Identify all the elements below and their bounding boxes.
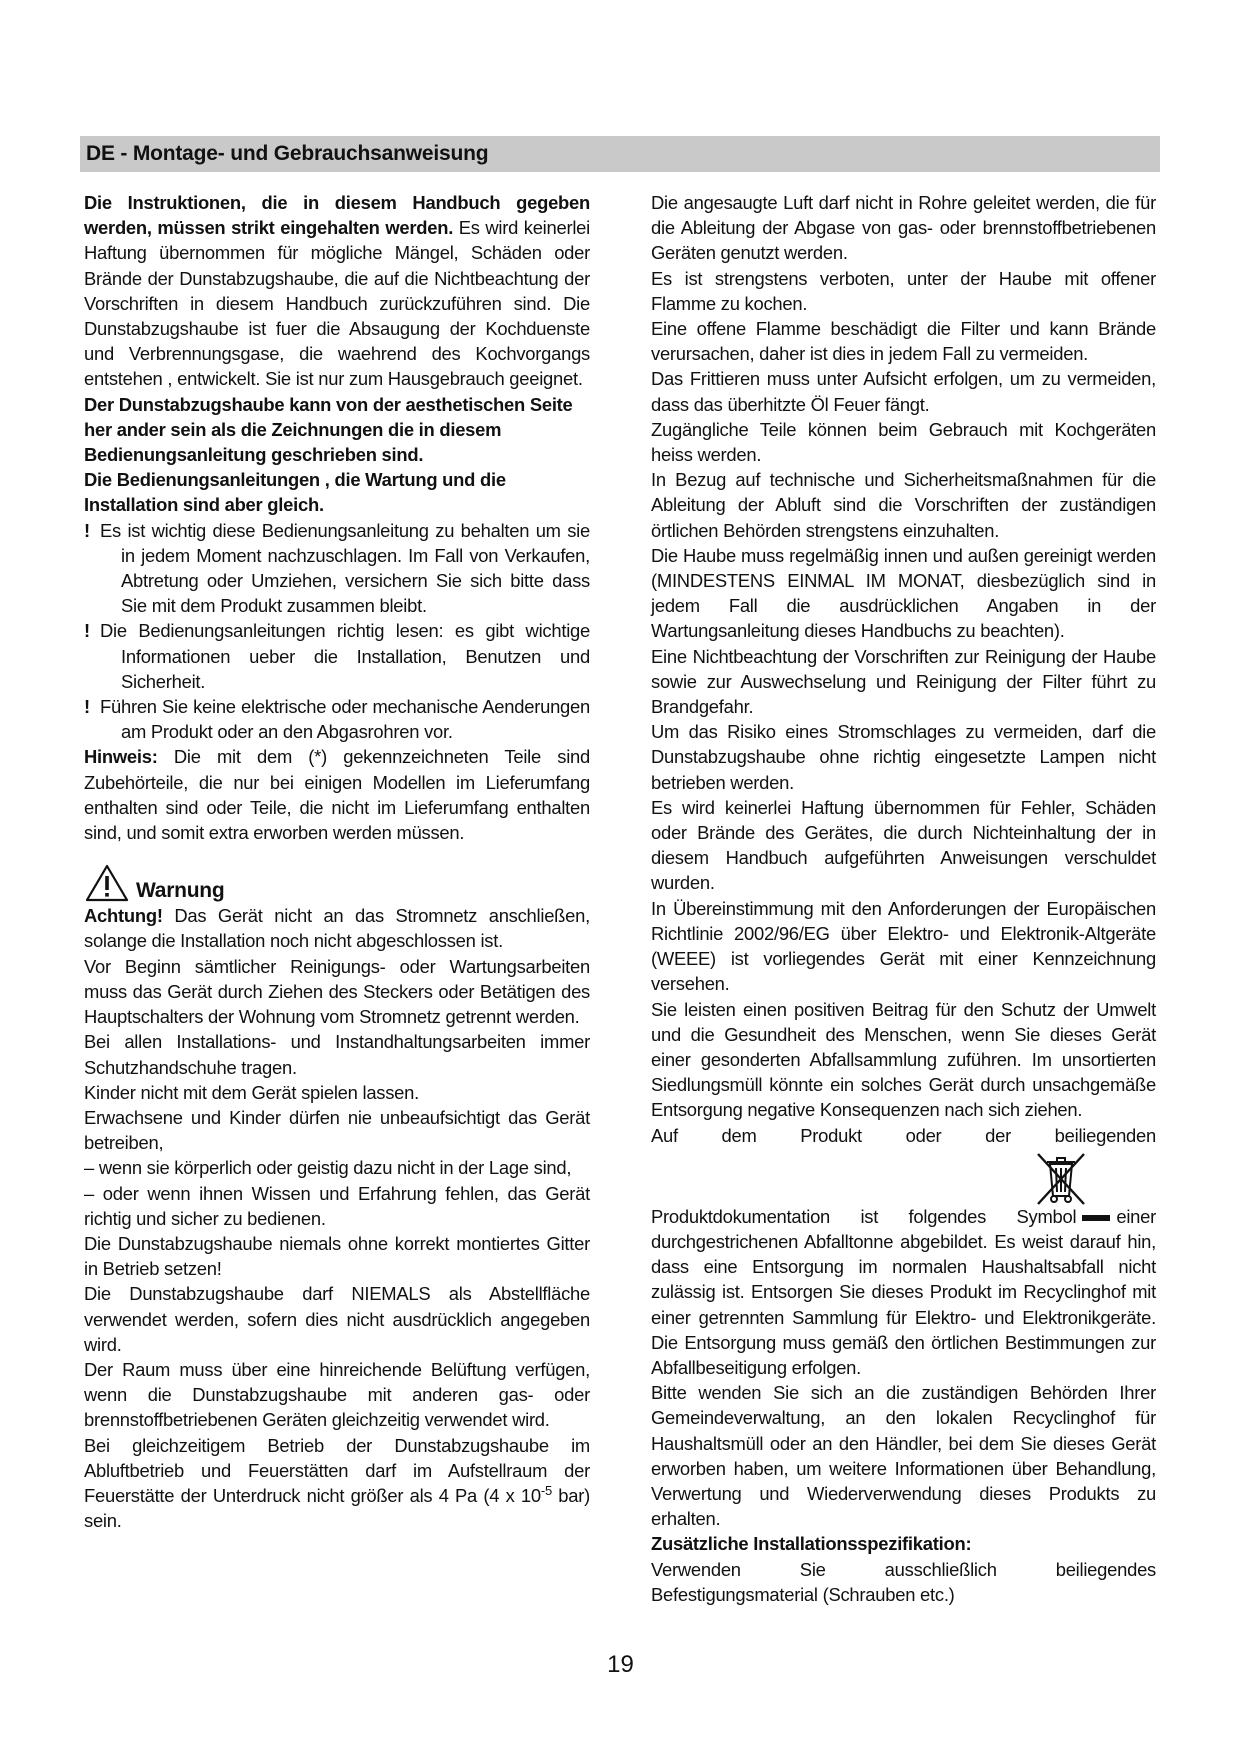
symbol-bar-icon bbox=[1082, 1215, 1110, 1221]
section-header bbox=[80, 136, 1160, 172]
right-column bbox=[651, 190, 1156, 1607]
same-note: Die Bedienungsanleitungen , die Wartung und die Installation sind aber gleich. bbox=[84, 469, 506, 516]
air-paragraph: Die angesaugte Luft darf nicht in Rohre geleitet werden, die für die Ableitung der Abgase von gas- oder brennstoffbetriebenen Geräten genutzt werden. bbox=[651, 192, 1156, 264]
cleaning-paragraph: Vor Beginn sämtlicher Reinigungs- oder Wartungsarbeiten muss das Gerät durch Ziehen des Steckers oder Betätigen des Hauptschalters der Wohnung vom Stromnetz getrennt werden. bbox=[84, 955, 590, 1028]
spec-paragraph: Verwenden Sie ausschließlich beiliegendes Befestigungsmaterial (Schrauben etc.) bbox=[651, 1558, 1156, 1605]
bullet-no-modifications bbox=[84, 694, 590, 744]
note-label: Hinweis: bbox=[84, 746, 158, 768]
flame-paragraph: Es ist strengstens verboten, unter der Haube mit offener Flamme zu kochen. bbox=[651, 267, 1156, 314]
lamps-paragraph: Um das Risiko eines Stromschlages zu vermeiden, darf die Dunstabzugshaube ohne richtig eingesetzte Lampen nicht betrieben werden. bbox=[651, 721, 1156, 793]
note-paragraph bbox=[84, 744, 590, 845]
dash-item-ability: – wenn sie körperlich oder geistig dazu nicht in der Lage sind, bbox=[84, 1157, 572, 1179]
regulations-paragraph: In Bezug auf technische und Sicherheitsmaßnahmen für die Ableitung der Abluft sind die Vorschriften der zuständigen örtlichen Behörden strengstens einzuhalten. bbox=[651, 469, 1156, 541]
symbol-text-end: einer bbox=[1116, 1205, 1156, 1227]
left-column bbox=[84, 190, 590, 1533]
frying-paragraph: Das Frittieren muss unter Aufsicht erfolgen, um zu vermeiden, dass das überhitzte Öl Feuer fängt. bbox=[651, 368, 1156, 415]
symbol-line bbox=[651, 1204, 1156, 1229]
attention-text: Das Gerät nicht an das Stromnetz anschließen, solange die Installation noch nicht abgeschlossen ist. bbox=[84, 905, 590, 952]
gloves-paragraph: Bei allen Installations- und Instandhaltungsarbeiten immer Schutzhandschuhe tragen. bbox=[84, 1031, 590, 1078]
pressure-text: Bei gleichzeitigem Betrieb der Dunstabzugshaube im Abluftbetrieb und Feuerstätten darf im Aufstellraum der Feuerstätte der Unterdruck nicht größer als 4 Pa (4 x 10 bbox=[84, 1434, 590, 1506]
intro-text: Es wird keinerlei Haftung übernommen für mögliche Mängel, Schäden oder Brände der Dunstabzugshaube, die auf die Nichtbeachtung der Vorschriften in diesem Handbuch zurückzuführen sind. Die Dunstabzugshaube ist fuer die Absaugung der Kochduenste und Verbrennungsgase, die waehrend des Kochvorgangs entstehen , entwickelt. Sie ist nur zum Hausgebrauch geeignet. bbox=[84, 217, 591, 390]
disposal-paragraph: durchgestrichenen Abfalltonne abgebildet. Es weist darauf hin, dass eine Entsorgung im normalen Haushaltsabfall nicht zulässig ist. Entsorgen Sie dieses Produkt im Recyclinghof mit einer getrennten Sammlung für Elektro- und Elektronikgeräte. Die Entsorgung muss gemäß den örtlichen Bestimmungen zur Abfallbeseitigung erfolgen. bbox=[651, 1230, 1156, 1378]
adults-paragraph: Erwachsene und Kinder dürfen nie unbeaufsichtigt das Gerät betreiben, bbox=[84, 1106, 590, 1154]
exclamation-mark: ! bbox=[84, 696, 90, 718]
pressure-paragraph bbox=[84, 1433, 590, 1534]
liability-paragraph: Es wird keinerlei Haftung übernommen für Fehler, Schäden oder Brände des Gerätes, die durch Nichteinhaltung der in diesem Handbuch aufgeführten Anweisungen verschuldet wurden. bbox=[651, 796, 1156, 894]
product-line: Auf dem Produkt oder der beiliegenden bbox=[651, 1124, 1156, 1146]
cleaning-frequency-paragraph: Die Haube muss regelmäßig innen und außen gereinigt werden (MINDESTENS EINMAL IM MONAT, diesbezüglich sind in jedem Fall die ausdrücklichen Angaben in der Wartungsanleitung dieses Handbuchs zu beachten). bbox=[651, 544, 1156, 642]
bullet-text: Führen Sie keine elektrische oder mechanische Aenderungen am Produkt oder an den Abgasrohren vor. bbox=[100, 696, 590, 743]
weee-paragraph: In Übereinstimmung mit den Anforderungen der Europäischen Richtlinie 2002/96/EG über Elektro- und Elektronik-Altgeräte (WEEE) ist vorliegendes Gerät mit einer Kennzeichnung versehen. bbox=[651, 897, 1156, 995]
note-text: Die mit dem (*) gekennzeichneten Teile sind Zubehörteile, die nur bei einigen Modellen im Lieferumfang enthalten sind oder Teile, die nicht im Lieferumfang enthalten sind, und somit extra erworben werden müssen. bbox=[84, 746, 590, 844]
filter-paragraph: Eine offene Flamme beschädigt die Filter und kann Brände verursachen, daher ist dies in jedem Fall zu vermeiden. bbox=[651, 318, 1156, 365]
exclamation-mark: ! bbox=[84, 519, 90, 541]
warning-triangle-icon bbox=[84, 863, 130, 903]
bullet-text: Es ist wichtig diese Bedienungsanleitung zu behalten um sie in jedem Moment nachzuschlagen. Im Fall von Verkaufen, Abtretung oder Umziehen, versichern Sie sich bitte dass Sie mit dem Produkt zusammen bleibt. bbox=[100, 519, 590, 617]
symbol-text: Produktdokumentation ist folgendes Symbol bbox=[651, 1205, 1077, 1227]
ventilation-paragraph: Der Raum muss über eine hinreichende Belüftung verfügen, wenn die Dunstabzugshaube mit anderen gas- oder brennstoffbetriebenen Geräten gleichzeitig verwendet wird. bbox=[84, 1358, 590, 1431]
design-note: Der Dunstabzugshaube kann von der aesthetischen Seite her ander sein als die Zeichnungen die in diesem Bedienungsanleitung geschrieben sind. bbox=[84, 393, 573, 466]
intro-paragraph bbox=[84, 190, 590, 392]
bullet-read-manual bbox=[84, 618, 590, 694]
attention-paragraph bbox=[84, 903, 590, 953]
dash-item-knowledge: – oder wenn ihnen Wissen und Erfahrung fehlen, das Gerät richtig und sicher zu bedienen. bbox=[84, 1182, 590, 1229]
section-title: DE - Montage- und Gebrauchsanweisung bbox=[86, 142, 489, 165]
spec-title: Zusätzliche Installationsspezifikation: bbox=[651, 1533, 972, 1555]
page-number: 19 bbox=[607, 1651, 634, 1678]
contact-paragraph: Bitte wenden Sie sich an die zuständigen Behörden Ihrer Gemeindeverwaltung, an den lokalen Recyclinghof für Haushaltsmüll oder an den Händler, bei dem Sie dieses Gerät erworben haben, um weitere Informationen über Behandlung, Verwertung und Wiederverwendung dieses Produkts zu erhalten. bbox=[651, 1382, 1156, 1530]
shelf-paragraph: Die Dunstabzugshaube darf NIEMALS als Abstellfläche verwendet werden, sofern dies nicht ausdrücklich angegeben wird. bbox=[84, 1283, 590, 1355]
intro-bold: Die Instruktionen, die in diesem Handbuch gegeben werden, müssen strikt eingehalten werden. bbox=[84, 192, 590, 239]
grid-paragraph: Die Dunstabzugshaube niemals ohne korrekt montiertes Gitter in Betrieb setzen! bbox=[84, 1232, 590, 1280]
hot-parts-paragraph: Zugängliche Teile können beim Gebrauch mit Kochgeräten heiss werden. bbox=[651, 418, 1156, 466]
crossed-out-bin-icon bbox=[1032, 1148, 1090, 1206]
pressure-text-end: bar) sein. bbox=[84, 1484, 590, 1532]
warning-heading bbox=[84, 867, 590, 903]
bullet-keep-manual bbox=[84, 518, 590, 619]
attention-label: Achtung! bbox=[84, 905, 163, 927]
warning-title: Warnung bbox=[136, 879, 225, 903]
environment-paragraph: Sie leisten einen positiven Beitrag für den Schutz der Umwelt und die Gesundheit des Menschen, wenn Sie dieses Gerät einer gesonderten Abfallsammlung zuführen. Im unsortierten Siedlungsmüll könnte ein solches Gerät durch unsachgemäße Entsorgung negative Konsequenzen nach sich ziehen. bbox=[651, 998, 1156, 1121]
bullet-text: Die Bedienungsanleitungen richtig lesen: es gibt wichtige Informationen ueber die Installation, Benutzen und Sicherheit. bbox=[100, 620, 590, 692]
pressure-exponent: -5 bbox=[540, 1482, 552, 1498]
exclamation-mark: ! bbox=[84, 620, 90, 642]
symbol-row bbox=[651, 1148, 1156, 1204]
fire-risk-paragraph: Eine Nichtbeachtung der Vorschriften zur Reinigung der Haube sowie zur Auswechselung und Reinigung der Filter führt zu Brandgefahr. bbox=[651, 645, 1156, 718]
children-paragraph: Kinder nicht mit dem Gerät spielen lassen. bbox=[84, 1081, 419, 1103]
